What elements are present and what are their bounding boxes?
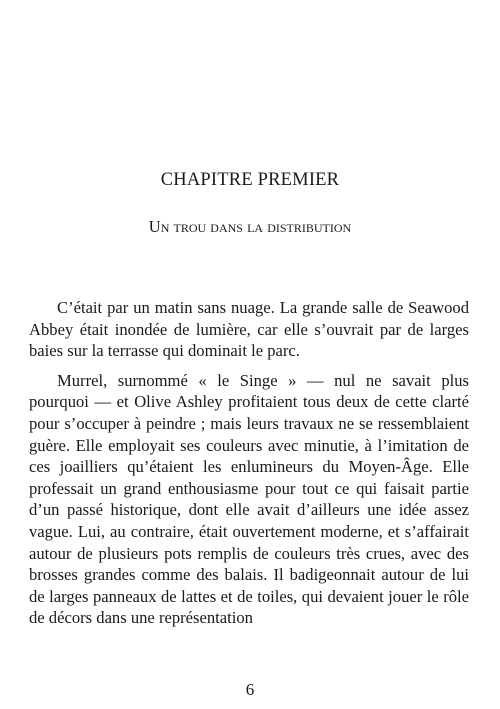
paragraph: Murrel, surnommé « le Singe » — nul ne savait plus pourquoi — et Olive Ashley profitaient tous deux de cette clarté pour s’occuper à peindre ; mais leurs travaux ne se ressemblaient guère. Elle employait ses couleurs avec minutie, à l’imitation de ces joailliers qu’étaient les enlumineurs du Moyen-Âge. Elle professait un grand enthousiasme pour tout ce qui faisait partie d’un passé historique, dont elle avait d’ailleurs une idée assez vague. Lui, au contraire, était ouvertement moderne, et s’affairait autour de plusieurs pots remplis de couleurs très crues, avec des brosses grandes comme des balais. Il badigeonnait autour de lui de larges panneaux de lattes et de toiles, qui devaient jouer le rôle de décors dans une représentation bbox=[29, 370, 469, 628]
chapter-title: CHAPITRE PREMIER bbox=[160, 170, 340, 190]
paragraph: C’était par un matin sans nuage. La grande salle de Seawood Abbey était inondée de lumière, car elle s’ouvrait par de larges baies sur la terrasse qui dominait le parc. bbox=[29, 298, 469, 361]
page-number: 6 bbox=[245, 680, 255, 699]
chapter-subtitle: Un trou dans la distribution bbox=[148, 217, 352, 236]
body-text bbox=[29, 297, 469, 637]
